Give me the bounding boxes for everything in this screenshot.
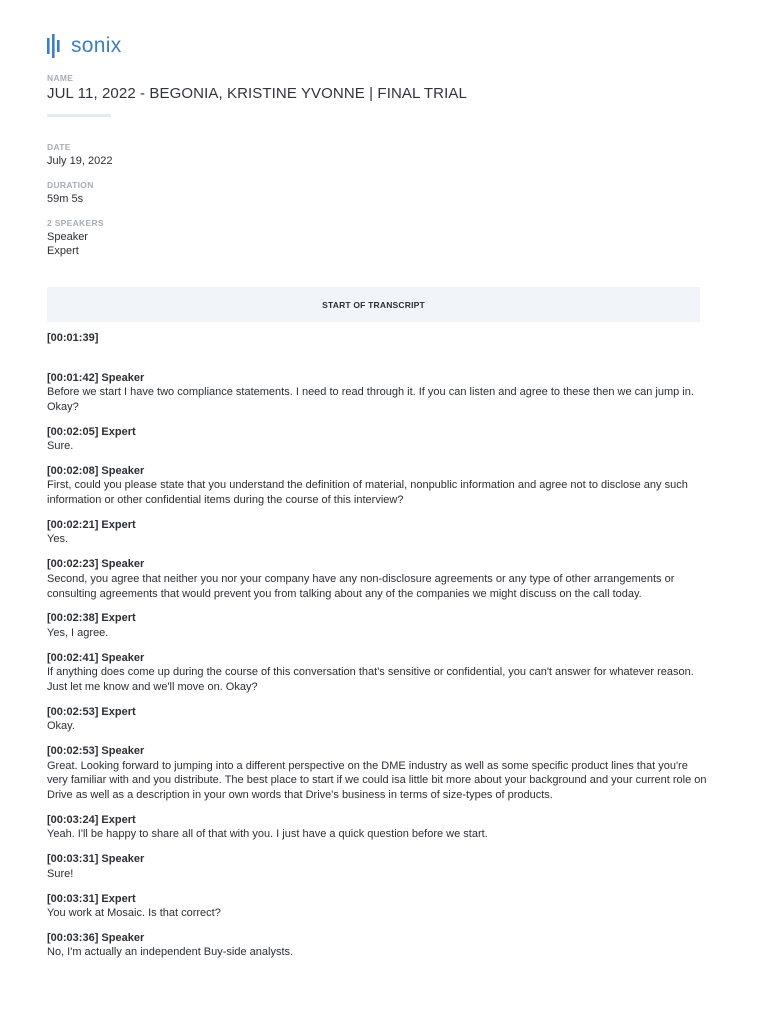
entry-text: First, could you please state that you understand the definition of material, nonpublic information and agree not to disclose any such information or other confidential items during the course of this interview? bbox=[47, 479, 688, 507]
sonix-logo bbox=[47, 34, 122, 58]
entry-timestamp-speaker: [00:02:41] Speaker bbox=[47, 651, 145, 664]
entry-text: If anything does come up during the course of this conversation that's sensitive or confidential, you can't answer for whatever reason. Just let me know and we'll move on. Okay? bbox=[47, 666, 694, 693]
date-value: July 19, 2022 bbox=[47, 155, 113, 167]
entry-timestamp-speaker: [00:02:23] Speaker bbox=[47, 558, 145, 571]
sound-bars-icon bbox=[47, 34, 63, 58]
entry-text: You work at Mosaic. Is that correct? bbox=[47, 907, 221, 920]
transcript-body bbox=[47, 331, 707, 960]
document-title: JUL 11, 2022 - BEGONIA, KRISTINE YVONNE | FINAL TRIAL bbox=[47, 85, 467, 102]
entry-timestamp-speaker: [00:02:53] Expert bbox=[47, 705, 136, 718]
entry-timestamp-speaker: [00:02:21] Expert bbox=[47, 518, 136, 531]
duration-label: DURATION bbox=[47, 180, 94, 190]
entry-timestamp-speaker: [00:02:53] Speaker bbox=[47, 745, 145, 758]
entry-timestamp-speaker: [00:03:31] Expert bbox=[47, 892, 136, 905]
speaker-name: Speaker bbox=[47, 231, 88, 243]
title-divider bbox=[47, 114, 111, 117]
entry-timestamp-speaker: [00:03:24] Expert bbox=[47, 813, 136, 826]
transcript-entries bbox=[47, 371, 707, 961]
entry-text: Before we start I have two compliance statements. I need to read through it. If you can listen and agree to these then we can jump in. Okay? bbox=[47, 386, 694, 413]
transcript-entry bbox=[47, 371, 707, 415]
entry-timestamp-speaker: [00:02:38] Expert bbox=[47, 612, 136, 625]
transcript-entry bbox=[47, 518, 707, 547]
transcript-entry bbox=[47, 464, 707, 508]
transcript-entry bbox=[47, 651, 707, 695]
start-of-transcript-banner bbox=[47, 287, 700, 322]
entry-text: Sure. bbox=[47, 440, 74, 453]
transcript-entry bbox=[47, 705, 707, 734]
entry-timestamp-speaker: [00:01:42] Speaker bbox=[47, 371, 145, 384]
transcript-entry bbox=[47, 611, 707, 640]
transcript-entry bbox=[47, 813, 707, 842]
entry-timestamp-speaker: [00:03:31] Speaker bbox=[47, 853, 145, 866]
speakers-label: 2 SPEAKERS bbox=[47, 218, 104, 228]
entry-text: Okay. bbox=[47, 720, 75, 733]
entry-text: Great. Looking forward to jumping into a different perspective on the DME industry as well as some specific product lines that you're very familiar with and you distribute. The best place to start if we could isa little bit more about your background and your current role on Drive as well as a description in your own words that Drive's business in terms of size-types of products. bbox=[47, 759, 707, 802]
entry-text: Second, you agree that neither you nor your company have any non-disclosure agreements or any type of other arrangements or consulting agreements that would prevent you from talking about any of the companies we might discuss on the call today. bbox=[47, 572, 675, 600]
initial-timestamp: [00:01:39] bbox=[47, 332, 99, 344]
entry-text: Yeah. I'll be happy to share all of that with you. I just have a quick question before we start. bbox=[47, 828, 488, 841]
transcript-entry bbox=[47, 852, 707, 881]
name-label: NAME bbox=[47, 73, 74, 83]
speaker-name: Expert bbox=[47, 245, 79, 257]
entry-timestamp-speaker: [00:03:36] Speaker bbox=[47, 931, 145, 944]
transcript-entry bbox=[47, 892, 707, 921]
transcript-entry bbox=[47, 425, 707, 454]
banner-label: START OF TRANSCRIPT bbox=[322, 299, 425, 310]
entry-text: Yes, I agree. bbox=[47, 626, 109, 639]
entry-timestamp-speaker: [00:02:05] Expert bbox=[47, 425, 136, 438]
transcript-entry bbox=[47, 557, 707, 601]
transcript-entry bbox=[47, 744, 707, 803]
entry-timestamp-speaker: [00:02:08] Speaker bbox=[47, 464, 145, 477]
entry-text: Yes. bbox=[47, 533, 69, 546]
document-metadata bbox=[47, 73, 707, 258]
entry-text: Sure! bbox=[47, 867, 74, 880]
duration-value: 59m 5s bbox=[47, 193, 84, 205]
date-label: DATE bbox=[47, 142, 71, 152]
brand-name: sonix bbox=[71, 34, 122, 57]
entry-text: No, I'm actually an independent Buy-side analysts. bbox=[47, 946, 294, 959]
transcript-entry bbox=[47, 931, 707, 960]
